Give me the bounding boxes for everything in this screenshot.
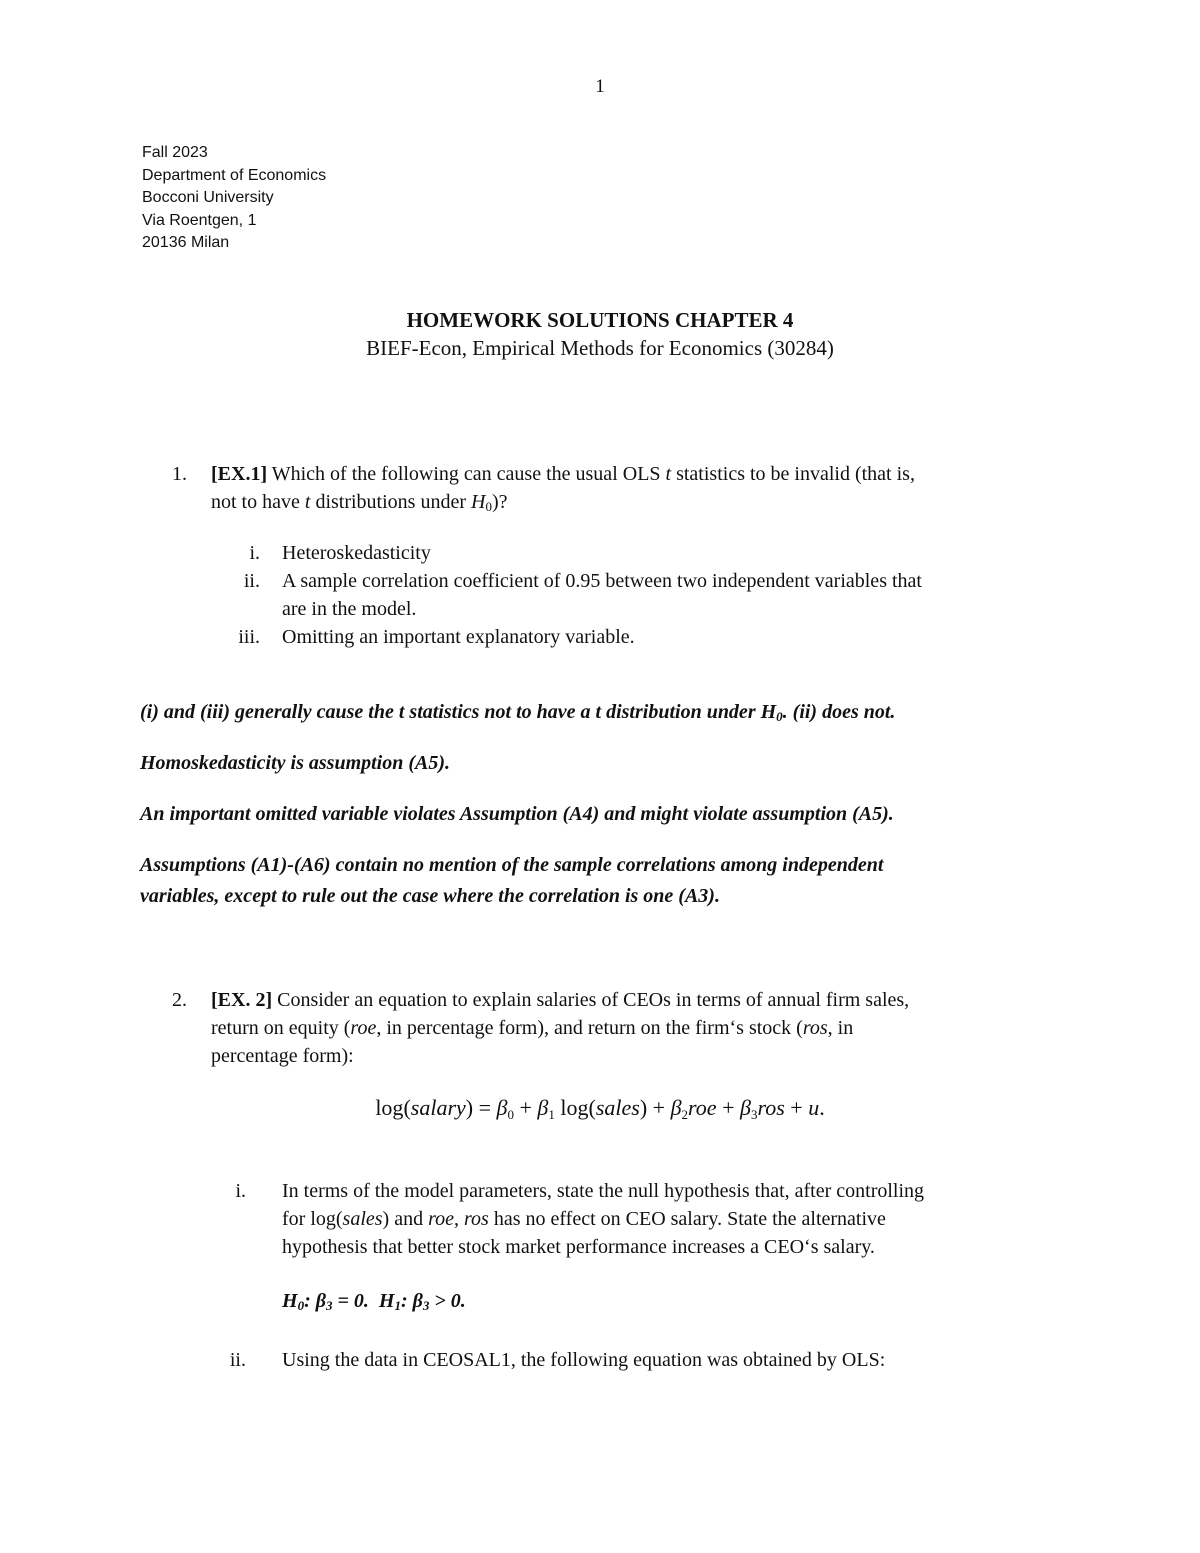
q1-h0-sub: 0: [485, 499, 492, 514]
sub-i-sales: sales: [342, 1208, 383, 1230]
hyp-beta: β: [315, 1290, 326, 1312]
answer-line: variables, except to rule out the case where the correlation is one (A3).: [140, 885, 720, 907]
q2-line-2b: , in percentage form), and return on the firm‘s stock (: [376, 1017, 803, 1039]
eq-paren: (: [403, 1095, 411, 1120]
eq-paren: (: [588, 1095, 596, 1120]
eq-plus: +: [790, 1095, 803, 1120]
header-address: [142, 142, 326, 255]
q2-line-2a: return on equity (: [211, 1017, 351, 1039]
q1-text-d: distributions under: [310, 491, 471, 513]
sub-question-number: ii.: [229, 1349, 246, 1371]
answer-line: [140, 697, 1060, 728]
list-item-text: are in the model.: [282, 598, 417, 620]
sub-i-line-3: hypothesis that better stock market performance increases a CEO‘s salary.: [282, 1236, 875, 1258]
answer-line: Homoskedasticity is assumption (A5).: [140, 752, 451, 774]
page-title: HOMEWORK SOLUTIONS CHAPTER 4: [406, 308, 794, 332]
answer-line: An important omitted variable violates Assumption (A4) and might violate assumption (A5).: [140, 803, 894, 825]
street: Via Roentgen, 1: [142, 211, 257, 229]
answer-1-text: (i) and (iii) generally cause the t statistics not to have a t distribution under H: [140, 701, 777, 723]
eq-beta: β: [537, 1095, 549, 1120]
q1-text-c: not to have: [211, 491, 305, 513]
sub-question-text: Using the data in CEOSAL1, the following equation was obtained by OLS:: [282, 1349, 886, 1371]
q1-text-b: statistics to be invalid (that is,: [671, 463, 915, 485]
q2-line-3: percentage form):: [211, 1045, 354, 1067]
hyp-sub: 3: [325, 1298, 333, 1313]
hyp-alt-rest: > 0.: [429, 1290, 466, 1312]
hyp-colon: :: [304, 1290, 316, 1312]
q2-roe: roe: [350, 1017, 377, 1039]
list-item-number: iii.: [238, 626, 260, 648]
q2-line-1: Consider an equation to explain salaries of CEOs in terms of annual firm sales,: [272, 989, 910, 1011]
hyp-sub: 3: [422, 1298, 430, 1313]
list-item-text: Omitting an important explanatory variable.: [282, 626, 635, 648]
sub-i-roe: roe: [428, 1208, 455, 1230]
eq-equals: =: [478, 1095, 492, 1120]
sub-i-ros: ros: [464, 1208, 489, 1230]
eq-beta: β: [670, 1095, 682, 1120]
city: 20136 Milan: [142, 234, 230, 251]
hyp-colon: :: [400, 1290, 413, 1312]
sub-i-line-2b: ) and: [382, 1208, 429, 1230]
eq-sub: 2: [681, 1107, 689, 1122]
list-item-number: ii.: [243, 570, 260, 592]
eq-plus: +: [519, 1095, 532, 1120]
eq-plus: +: [722, 1095, 735, 1120]
eq-ros: ros: [757, 1095, 785, 1120]
regression-equation: [0, 1093, 1200, 1123]
sub-question-number: i.: [235, 1180, 246, 1202]
eq-paren: ): [639, 1095, 648, 1120]
sub-i-line-2c: ,: [454, 1208, 465, 1230]
q1-text-a: Which of the following can cause the usual OLS: [267, 463, 666, 485]
eq-sales: sales: [595, 1095, 640, 1120]
exercise-tag: [EX. 2]: [211, 989, 273, 1011]
eq-salary: salary: [410, 1095, 466, 1120]
eq-beta: β: [496, 1095, 508, 1120]
eq-log: log: [560, 1095, 589, 1120]
term: Fall 2023: [142, 144, 208, 161]
eq-sub: 1: [548, 1107, 555, 1122]
page-subtitle: BIEF-Econ, Empirical Methods for Economics (30284): [366, 336, 834, 360]
answer-1-subscript: 0: [776, 709, 783, 724]
answer-line: Assumptions (A1)-(A6) contain no mention of the sample correlations among independent: [140, 854, 884, 876]
sub-question-i: [0, 1177, 1200, 1267]
sub-i-line-1: In terms of the model parameters, state the null hypothesis that, after controlling: [282, 1180, 925, 1202]
question-1: [0, 460, 1200, 520]
hyp-null-rest: = 0.: [332, 1290, 379, 1312]
question-number: 2.: [172, 989, 187, 1011]
eq-roe: roe: [688, 1095, 717, 1120]
hyp-sub: 1: [394, 1298, 401, 1313]
question-text: [211, 460, 1071, 516]
hyp-sub: 0: [297, 1298, 305, 1313]
question-text: [211, 986, 1071, 1070]
eq-beta: β: [739, 1095, 751, 1120]
list-item-text: A sample correlation coefficient of 0.95 between two independent variables that: [282, 570, 922, 592]
q1-t1: t: [665, 463, 672, 485]
q2-line-2c: , in: [827, 1017, 854, 1039]
sub-i-line-2d: has no effect on CEO salary. State the alternative: [488, 1208, 886, 1230]
q1-h0: H: [470, 491, 486, 513]
q1-t2: t: [304, 491, 311, 513]
hyp-h: H: [282, 1290, 298, 1312]
eq-log: log: [375, 1095, 404, 1120]
q2-ros: ros: [802, 1017, 828, 1039]
answer-1-end: . (ii) does not.: [782, 701, 896, 723]
question-2: [0, 986, 1200, 1076]
question-number: 1.: [172, 463, 187, 485]
hyp-beta: β: [412, 1290, 423, 1312]
q1-text-e: )?: [491, 491, 508, 513]
eq-paren: ): [465, 1095, 474, 1120]
university: Bocconi University: [142, 189, 274, 206]
page-number: 1: [595, 76, 605, 97]
list-item-text: Heteroskedasticity: [282, 542, 431, 564]
title-block: [0, 306, 1200, 362]
sub-i-line-2a: for log(: [282, 1208, 343, 1230]
eq-plus: +: [652, 1095, 666, 1120]
eq-end: .: [819, 1095, 825, 1120]
department: Department of Economics: [142, 166, 327, 184]
eq-sub: 3: [750, 1107, 758, 1122]
sub-question-text: [282, 1177, 924, 1261]
eq-u: u: [808, 1095, 820, 1120]
hypothesis-answer: [282, 1287, 466, 1315]
eq-sub: 0: [507, 1107, 514, 1122]
list-item-number: i.: [249, 542, 260, 564]
exercise-tag: [EX.1]: [211, 463, 268, 485]
hyp-h: H: [378, 1290, 395, 1312]
